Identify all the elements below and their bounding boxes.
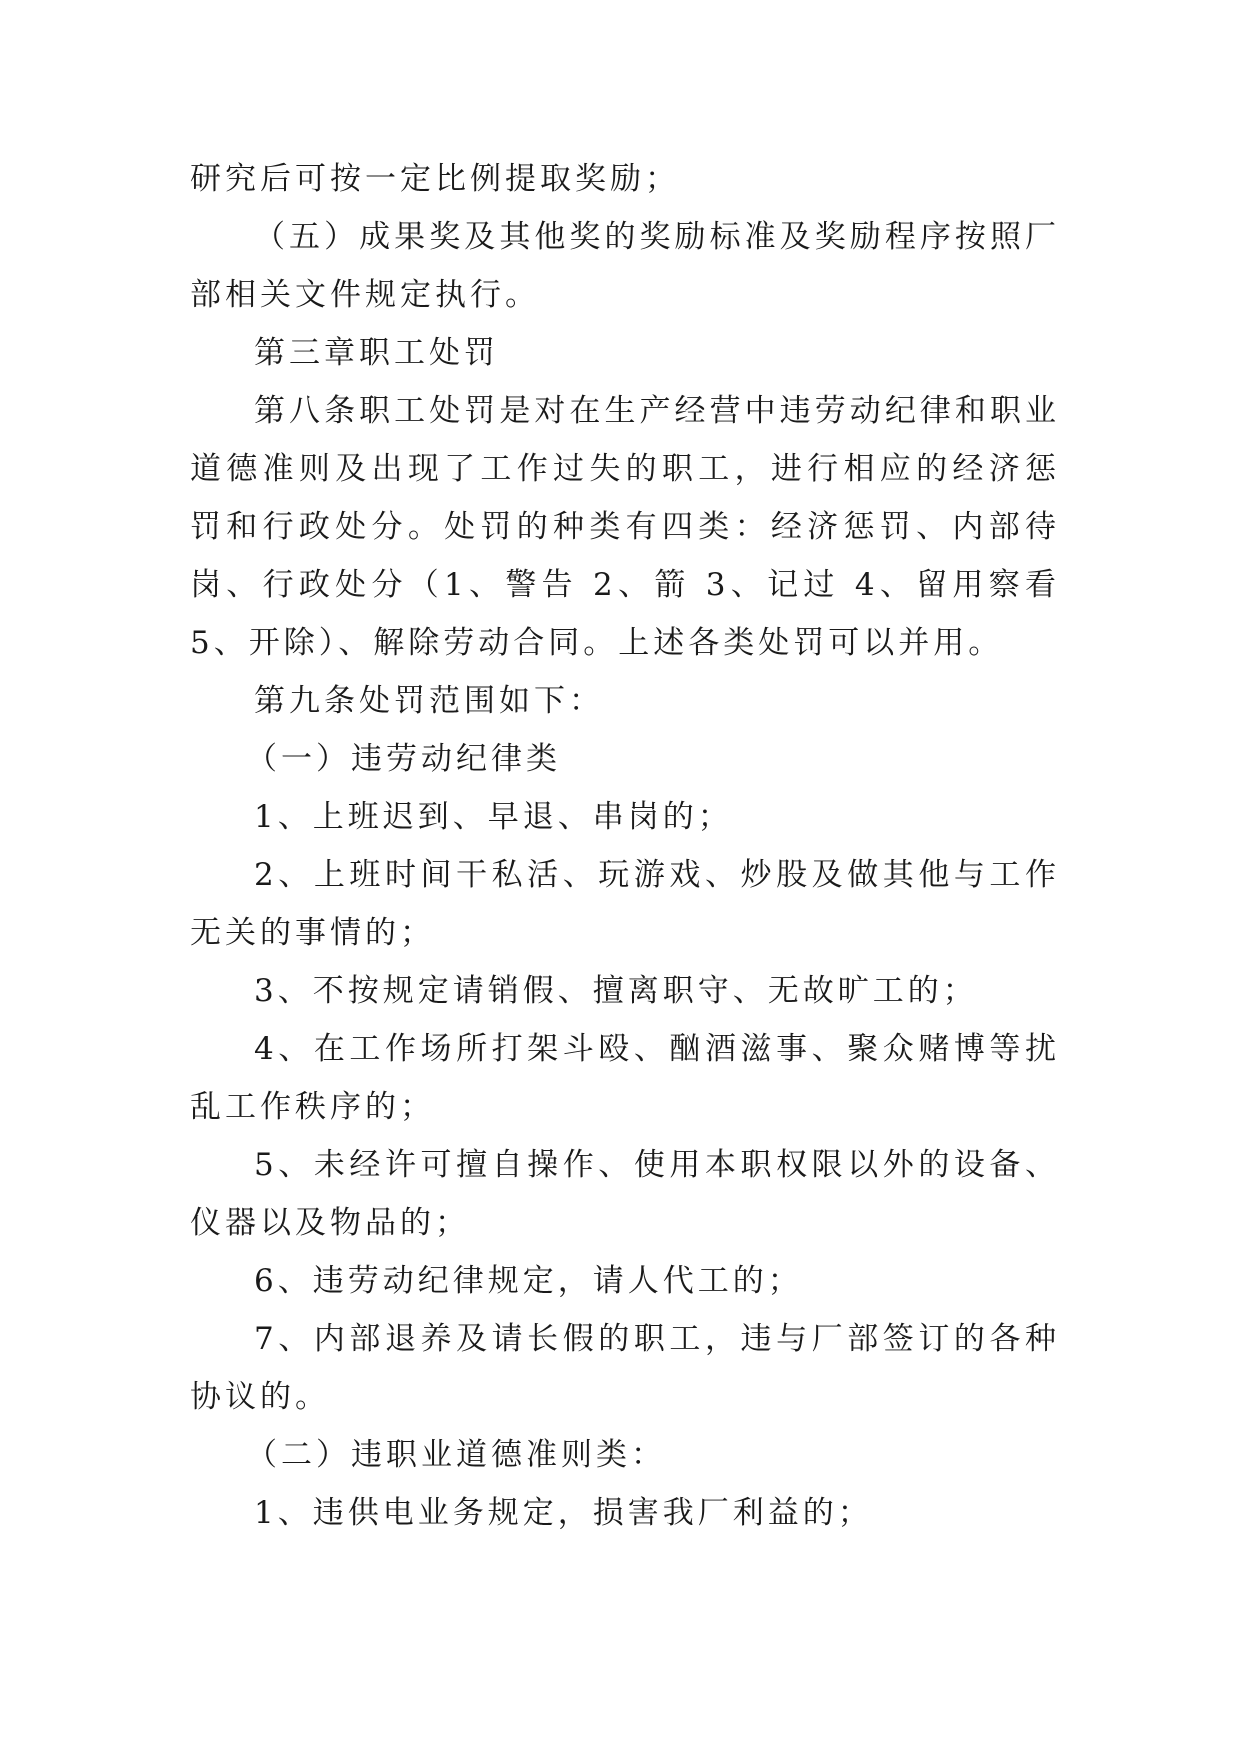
list-item: 2、上班时间干私活、玩游戏、炒股及做其他与工作无关的事情的； xyxy=(190,857,1060,951)
list-item: 3、不按规定请销假、擅离职守、无故旷工的； xyxy=(254,973,978,1009)
list-item: 4、在工作场所打架斗殴、酗酒滋事、聚众赌博等扰乱工作秩序的； xyxy=(190,1031,1060,1125)
paragraph-article-8: 第八条职工处罚是对在生产经营中违劳动纪律和职业道德准则及出现了工作过失的职工，进行相应的经济惩罚和行政处分。处罚的种类有四类：经济惩罚、内部待岗、行政处分（1、警告 2、箭 3、记过 4、留用察看 5、开除）、解除劳动合同。上述各类处罚可以并用。 xyxy=(190,393,1060,661)
list-item: 6、违劳动纪律规定，请人代工的； xyxy=(254,1263,803,1299)
section-labor-discipline: （一）违劳动纪律类 xyxy=(246,741,561,777)
chapter-heading: 第三章职工处罚 xyxy=(254,335,499,371)
list-item: 7、内部退养及请长假的职工，违与厂部签订的各种协议的。 xyxy=(190,1321,1060,1415)
section-professional-ethics: （二）违职业道德准则类： xyxy=(246,1437,666,1473)
paragraph-reward-ratio: 研究后可按一定比例提取奖励； xyxy=(190,161,680,197)
list-item: 1、违供电业务规定，损害我厂利益的； xyxy=(254,1495,873,1531)
paragraph-article-9: 第九条处罚范围如下： xyxy=(254,683,604,719)
list-item: 5、未经许可擅自操作、使用本职权限以外的设备、仪器以及物品的； xyxy=(190,1147,1060,1241)
paragraph-achievement-award: （五）成果奖及其他奖的奖励标准及奖励程序按照厂部相关文件规定执行。 xyxy=(190,219,1060,313)
list-item: 1、上班迟到、早退、串岗的； xyxy=(254,799,733,835)
document-body xyxy=(190,150,1060,1542)
